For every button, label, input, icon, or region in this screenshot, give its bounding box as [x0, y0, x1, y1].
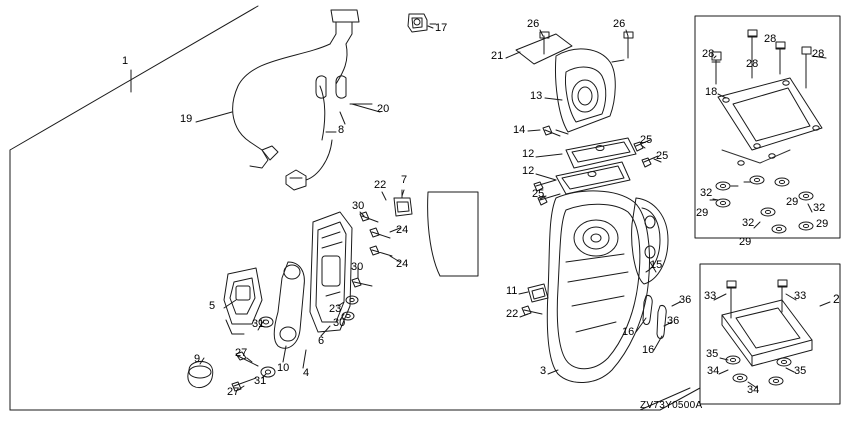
callout-24-upper: 24	[396, 224, 409, 236]
callout-36-a: 36	[679, 294, 692, 306]
callout-30-a: 30	[352, 200, 365, 212]
callout-33-b: 33	[794, 290, 807, 302]
callout-21: 21	[491, 50, 504, 62]
callout-35-a: 35	[706, 348, 719, 360]
diagram-part-code: ZV73Y0500A	[640, 400, 703, 411]
callout-25-b: 25	[656, 150, 669, 162]
callout-28-b: 28	[764, 33, 777, 45]
callout-11: 11	[506, 285, 518, 297]
callout-25-c: 25	[532, 188, 545, 200]
callout-33-a: 33	[704, 290, 717, 302]
callout-26-b: 26	[613, 18, 626, 30]
callout-7: 7	[401, 174, 408, 186]
callout-22-lower: 22	[506, 308, 519, 320]
callout-19: 19	[180, 113, 193, 125]
callout-6: 6	[318, 335, 325, 347]
callout-12-lower: 12	[522, 165, 535, 177]
callout-4: 4	[303, 367, 310, 379]
callout-32-b: 32	[742, 217, 755, 229]
callout-27-a: 27	[235, 347, 248, 359]
callout-2: 2	[833, 292, 840, 306]
callout-15: 15	[650, 259, 663, 271]
callout-25-a: 25	[640, 134, 653, 146]
callout-31-a: 31	[252, 318, 265, 330]
callout-32-c: 32	[813, 202, 826, 214]
callout-29-b: 29	[739, 236, 752, 248]
callout-8: 8	[338, 124, 345, 136]
callout-9: 9	[194, 353, 201, 365]
callout-36-b: 36	[667, 315, 680, 327]
callout-14: 14	[513, 124, 526, 136]
callout-12-upper: 12	[522, 148, 535, 160]
callout-16-upper: 16	[622, 326, 635, 338]
callout-29-c: 29	[786, 196, 799, 208]
callout-5: 5	[209, 300, 216, 312]
callout-18: 18	[705, 86, 718, 98]
callout-10: 10	[277, 362, 290, 374]
callout-35-b: 35	[794, 365, 807, 377]
callout-20: 20	[377, 103, 390, 115]
callout-22-upper: 22	[374, 179, 387, 191]
callout-34-a: 34	[707, 365, 720, 377]
callout-27-b: 27	[227, 386, 240, 398]
callout-28-d: 28	[812, 48, 825, 60]
callout-3: 3	[540, 365, 547, 377]
callout-28-a: 28	[702, 48, 715, 60]
callout-28-c: 28	[746, 58, 759, 70]
callout-30-b: 30	[351, 261, 364, 273]
callout-17: 17	[435, 22, 448, 34]
callout-29-a: 29	[696, 207, 709, 219]
callout-23: 23	[329, 303, 342, 315]
callout-29-d: 29	[816, 218, 829, 230]
callout-1: 1	[122, 55, 129, 67]
callout-16-lower: 16	[642, 344, 655, 356]
callout-24-lower: 24	[396, 258, 409, 270]
callout-13: 13	[530, 90, 543, 102]
callout-34-b: 34	[747, 384, 760, 396]
callout-30-c: 30	[333, 317, 346, 329]
callout-31-b: 31	[254, 375, 267, 387]
callout-26-a: 26	[527, 18, 540, 30]
callout-32-a: 32	[700, 187, 713, 199]
